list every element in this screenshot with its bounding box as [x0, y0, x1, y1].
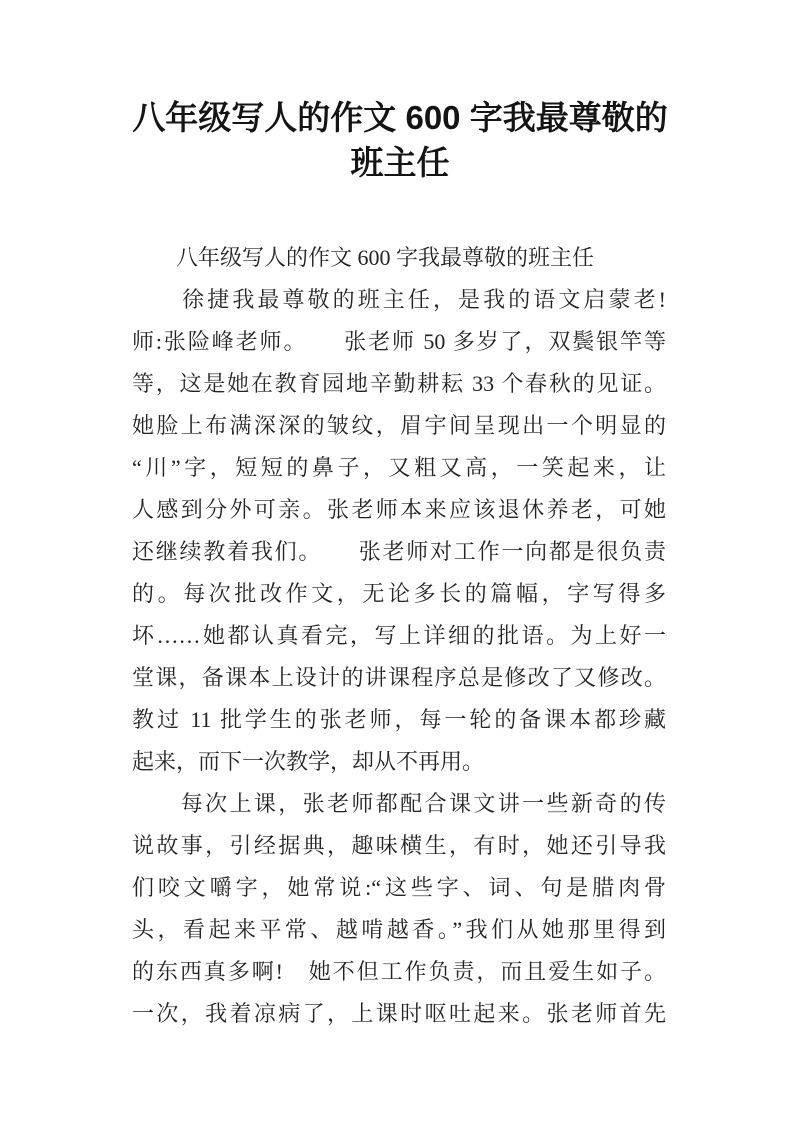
body-line-2: 徐捷我最尊敬的班主任，是我的语文启蒙老! [132, 287, 666, 312]
body-line-1: 八年级写人的作文 600 字我最尊敬的班主任 [132, 245, 595, 270]
body-line-11: 堂课，备课本上设计的讲课程序总是修改了又修改。 [132, 665, 666, 690]
body-line-12: 教过 11 批学生的张老师，每一轮的备课本都珍藏 [132, 707, 666, 732]
body-line-15: 说故事，引经据典，趣味横生，有时，她还引导我 [132, 833, 666, 858]
body-line-10: 坏……她都认真看完，写上详细的批语。为上好一 [132, 623, 666, 648]
body-line-14: 每次上课，张老师都配合课文讲一些新奇的传 [132, 791, 666, 816]
body-line-18: 的东西真多啊! 她不但工作负责，而且爱生如子。 [132, 959, 666, 984]
body-line-3: 师:张险峰老师。 张老师 50 多岁了，双鬓银竿等 [132, 329, 666, 354]
body-line-7: 人感到分外可亲。张老师本来应该退休养老，可她 [132, 497, 666, 522]
body-line-6: “川”字，短短的鼻子，又粗又高，一笑起来，让 [132, 455, 666, 480]
body-line-16: 们咬文嚼字，她常说:“这些字、词、句是腊肉骨 [132, 875, 666, 900]
body-line-19: 一次，我着凉病了，上课时呕吐起来。张老师首先 [132, 1001, 666, 1026]
body-line-13: 起来，而下一次教学，却从不再用。 [132, 749, 485, 774]
body-line-5: 她脸上布满深深的皱纹，眉宇间呈现出一个明显的 [132, 413, 666, 438]
title-line-1: 八年级写人的作文 600 字我最尊敬的 [132, 99, 668, 136]
body-line-8: 还继续教着我们。 张老师对工作一向都是很负责 [132, 539, 666, 564]
essay-body [132, 237, 666, 1035]
body-line-9: 的。每次批改作文，无论多长的篇幅，字写得多 [132, 581, 666, 606]
document-title [66, 95, 734, 185]
title-line-2: 班主任 [350, 144, 450, 181]
body-line-17: 头，看起来平常、越啃越香。”我们从她那里得到 [132, 917, 666, 942]
body-line-4: 等，这是她在教育园地辛勤耕耘 33 个春秋的见证。 [132, 371, 666, 396]
